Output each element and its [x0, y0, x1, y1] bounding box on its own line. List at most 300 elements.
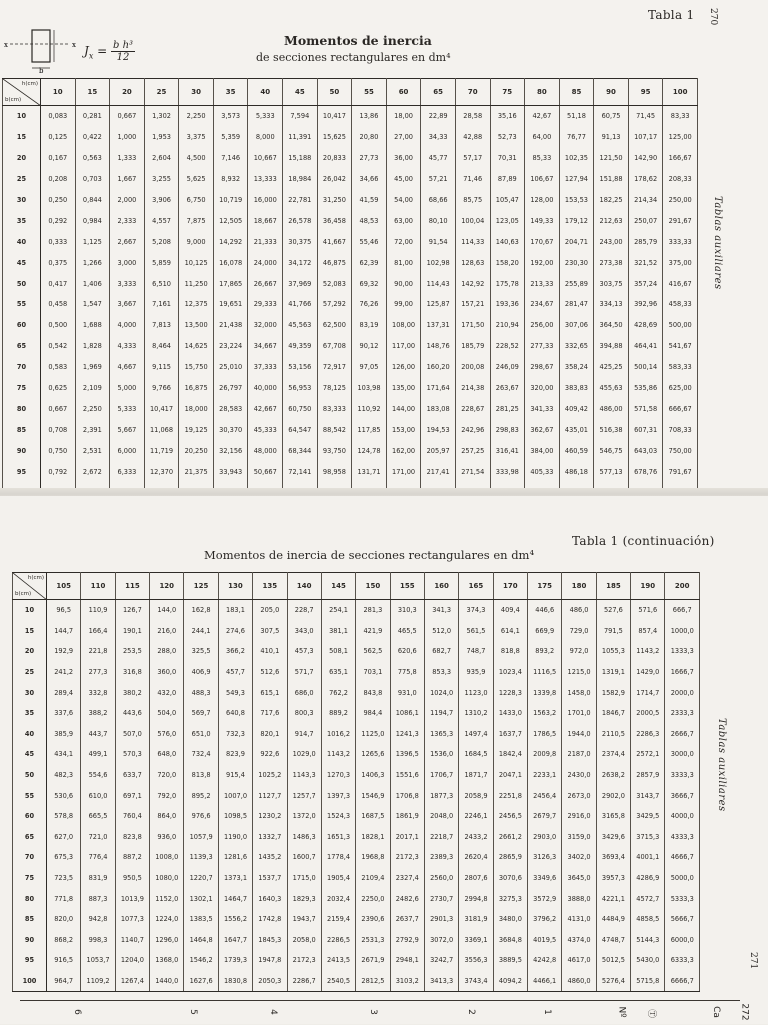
table-cell: 1905,4: [321, 868, 355, 889]
table-cell: 135,00: [386, 378, 421, 399]
table-cell: 288,0: [150, 641, 184, 662]
column-header: 140: [287, 573, 321, 600]
table-cell: 162,8: [184, 600, 218, 621]
row-header: 85: [13, 909, 47, 930]
table-cell: 1968,8: [356, 847, 390, 868]
table-cell: 153,53: [559, 190, 594, 211]
table-cell: 45,563: [283, 315, 318, 336]
table-row: [13, 888, 700, 909]
table-cell: 4374,0: [562, 930, 596, 951]
table-cell: 271,54: [455, 461, 490, 482]
table-cell: 277,3: [81, 662, 115, 683]
table-cell: 26,797: [213, 378, 248, 399]
table-cell: 669,9: [528, 621, 562, 642]
table-row: [3, 210, 698, 231]
table-cell: 792,0: [150, 785, 184, 806]
row-header: 25: [13, 662, 47, 683]
table-cell: 3715,3: [631, 827, 665, 848]
table-cell: 887,3: [81, 888, 115, 909]
row-header: 30: [3, 190, 41, 211]
table-cell: 6000,0: [665, 930, 700, 951]
table-cell: 2916,0: [562, 806, 596, 827]
table-cell: 20,833: [317, 148, 352, 169]
table-cell: 27,73: [352, 148, 387, 169]
table-cell: 140,63: [490, 231, 525, 252]
table-cell: 0,417: [41, 273, 76, 294]
table-cell: 0,458: [41, 294, 76, 315]
table-cell: 64,00: [525, 127, 560, 148]
table-cell: 193,36: [490, 294, 525, 315]
table-cell: 51,18: [559, 106, 594, 127]
table-cell: 107,17: [628, 127, 663, 148]
table-cell: 194,53: [421, 419, 456, 440]
table-cell: 15,188: [283, 148, 318, 169]
table-cell: 2865,9: [493, 847, 527, 868]
formula: [84, 40, 135, 63]
table-cell: 7,161: [144, 294, 179, 315]
corner-h-label: h(cm): [21, 81, 38, 87]
table-cell: 3,000: [110, 252, 145, 273]
table-cell: 1,828: [75, 336, 110, 357]
table-header-row: [13, 573, 700, 600]
table-cell: 1,333: [110, 148, 145, 169]
table-cell: 2286,3: [631, 724, 665, 745]
table-cell: 486,18: [559, 461, 594, 482]
table-cell: 1013,9: [115, 888, 149, 909]
table-cell: 241,2: [47, 662, 81, 683]
table-cell: 149,33: [525, 210, 560, 231]
table-cell: 1008,0: [150, 847, 184, 868]
column-header: 20: [110, 79, 145, 106]
table-cell: 4,333: [110, 336, 145, 357]
row-header: 50: [3, 273, 41, 294]
table-row: [13, 744, 700, 765]
table-cell: 4858,5: [631, 909, 665, 930]
table-cell: 1098,5: [218, 806, 252, 827]
table-cell: 499,1: [81, 744, 115, 765]
table-cell: 29,333: [248, 294, 283, 315]
table-cell: 56,953: [283, 378, 318, 399]
table-cell: 3429,6: [596, 827, 630, 848]
table-cell: 1563,2: [528, 703, 562, 724]
table-cell: 3159,0: [562, 827, 596, 848]
tabla-continuation-label: Tabla 1 (continuación): [572, 534, 715, 548]
table-cell: 8,932: [213, 169, 248, 190]
table-cell: 11,068: [144, 419, 179, 440]
table-cell: 83,19: [352, 315, 387, 336]
table-cell: 204,71: [559, 231, 594, 252]
row-header: 75: [13, 868, 47, 889]
column-header: 190: [631, 573, 665, 600]
table-cell: 666,7: [665, 600, 700, 621]
table-cell: 1194,7: [424, 703, 458, 724]
table-cell: 12,505: [213, 210, 248, 231]
table-cell: 42,88: [455, 127, 490, 148]
table-cell: 117,00: [386, 336, 421, 357]
table-cell: 748,7: [459, 641, 493, 662]
table-cell: 2482,6: [390, 888, 424, 909]
table-cell: 7,594: [283, 106, 318, 127]
table-cell: 12,370: [144, 461, 179, 482]
table-cell: 14,292: [213, 231, 248, 252]
table-cell: 443,7: [81, 724, 115, 745]
table-cell: 5430,0: [631, 950, 665, 971]
table-cell: 1637,7: [493, 724, 527, 745]
table-cell: 68,66: [421, 190, 456, 211]
rectangle-section: [32, 30, 50, 62]
table-cell: 1267,4: [115, 971, 149, 992]
table-cell: 3165,8: [596, 806, 630, 827]
table-cell: 40,000: [248, 378, 283, 399]
table-cell: 1464,7: [218, 888, 252, 909]
table-cell: 281,25: [490, 398, 525, 419]
strip-mark: Ca: [710, 1006, 721, 1018]
table-cell: 1944,0: [562, 724, 596, 745]
table-cell: 1687,5: [356, 806, 390, 827]
table-cell: 831,9: [81, 868, 115, 889]
tabla-label: Tabla 1: [648, 8, 695, 22]
table-cell: 2679,7: [528, 806, 562, 827]
table-row: [13, 868, 700, 889]
table-cell: 2,250: [75, 398, 110, 419]
table-cell: 274,6: [218, 621, 252, 642]
column-header: 35: [213, 79, 248, 106]
table-cell: 916,5: [47, 950, 81, 971]
table-cell: 392,96: [628, 294, 663, 315]
row-header: 60: [3, 315, 41, 336]
table-cell: 3,906: [144, 190, 179, 211]
table-cell: 569,7: [184, 703, 218, 724]
table-cell: 341,3: [424, 600, 458, 621]
table-cell: 205,0: [253, 600, 287, 621]
table-cell: 34,172: [283, 252, 318, 273]
column-header: 80: [525, 79, 560, 106]
table-cell: 16,875: [179, 378, 214, 399]
table-cell: 3666,7: [665, 785, 700, 806]
table-cell: 3413,3: [424, 971, 458, 992]
strip-mark: 272: [739, 1003, 750, 1021]
row-header: 90: [13, 930, 47, 951]
table-cell: 310,3: [390, 600, 424, 621]
table-cell: 1204,0: [115, 950, 149, 971]
table-cell: 234,67: [525, 294, 560, 315]
table-cell: 158,20: [490, 252, 525, 273]
table-cell: 820,0: [47, 909, 81, 930]
table-cell: 936,0: [150, 827, 184, 848]
row-header: 95: [13, 950, 47, 971]
table-cell: 2948,1: [390, 950, 424, 971]
table-cell: 243,00: [594, 231, 629, 252]
table-cell: 2233,1: [528, 765, 562, 786]
table-cell: 106,67: [525, 169, 560, 190]
table-cell: 1706,7: [424, 765, 458, 786]
table-cell: 1842,4: [493, 744, 527, 765]
table-cell: 128,63: [455, 252, 490, 273]
table-cell: 4,500: [179, 148, 214, 169]
table-cell: 256,00: [525, 315, 560, 336]
table-cell: 2,250: [179, 106, 214, 127]
table-cell: 175,78: [490, 273, 525, 294]
row-header: 30: [13, 682, 47, 703]
table-cell: 71,46: [455, 169, 490, 190]
table-cell: 1,000: [110, 127, 145, 148]
table-cell: 0,667: [41, 398, 76, 419]
table-cell: 13,86: [352, 106, 387, 127]
table-row: [3, 127, 698, 148]
page-number-bottom: 271: [748, 952, 758, 970]
table-cell: 6666,7: [665, 971, 700, 992]
table-row: [13, 785, 700, 806]
table-cell: 1778,4: [321, 847, 355, 868]
table-cell: 14,625: [179, 336, 214, 357]
table-cell: 192,00: [525, 252, 560, 273]
table-cell: 571,6: [631, 600, 665, 621]
table-cell: 541,67: [663, 336, 698, 357]
table-cell: 2638,2: [596, 765, 630, 786]
table-cell: 0,625: [41, 378, 76, 399]
table-cell: 1383,5: [184, 909, 218, 930]
table-cell: 434,1: [47, 744, 81, 765]
table-cell: 512,0: [424, 621, 458, 642]
table-cell: 26,667: [248, 273, 283, 294]
table-cell: 0,703: [75, 169, 110, 190]
table-cell: 1429,0: [631, 662, 665, 683]
row-header: 70: [13, 847, 47, 868]
table-cell: 2540,5: [321, 971, 355, 992]
table-cell: 5144,3: [631, 930, 665, 951]
table-cell: 17,865: [213, 273, 248, 294]
table-cell: 1582,9: [596, 682, 630, 703]
table-cell: 3556,3: [459, 950, 493, 971]
table-cell: 307,5: [253, 621, 287, 642]
table-cell: 2,109: [75, 378, 110, 399]
table-cell: 110,9: [81, 600, 115, 621]
table-cell: 52,083: [317, 273, 352, 294]
table-cell: 1,302: [144, 106, 179, 127]
table-cell: 157,21: [455, 294, 490, 315]
table-cell: 11,250: [179, 273, 214, 294]
table-cell: 383,83: [559, 378, 594, 399]
table-cell: 28,58: [455, 106, 490, 127]
table-cell: 19,651: [213, 294, 248, 315]
table-cell: 4333,3: [665, 827, 700, 848]
table-cell: 18,00: [386, 106, 421, 127]
table-cell: 1,406: [75, 273, 110, 294]
table-cell: 114,33: [455, 231, 490, 252]
table-row: [13, 827, 700, 848]
table-cell: 49,359: [283, 336, 318, 357]
table-cell: 984,4: [356, 703, 390, 724]
table-cell: 3572,9: [528, 888, 562, 909]
table-cell: 13,500: [179, 315, 214, 336]
table-cell: 2218,7: [424, 827, 458, 848]
table-cell: 12,375: [179, 294, 214, 315]
table-cell: 1143,3: [287, 765, 321, 786]
row-header: 75: [3, 378, 41, 399]
table-cell: 212,63: [594, 210, 629, 231]
table-cell: 1,969: [75, 357, 110, 378]
column-header: 65: [421, 79, 456, 106]
table-cell: 3333,3: [665, 765, 700, 786]
table-cell: 512,6: [253, 662, 287, 683]
table-cell: 2172,3: [390, 847, 424, 868]
table-cell: 291,67: [663, 210, 698, 231]
row-header: 20: [13, 641, 47, 662]
table-cell: 126,7: [115, 600, 149, 621]
table-cell: 435,01: [559, 419, 594, 440]
table-cell: 2857,9: [631, 765, 665, 786]
table-cell: 5012,5: [596, 950, 630, 971]
table-cell: 868,2: [47, 930, 81, 951]
table-cell: 0,500: [41, 315, 76, 336]
table-cell: 666,67: [663, 398, 698, 419]
table-cell: 633,7: [115, 765, 149, 786]
table-cell: 5,359: [213, 127, 248, 148]
table-cell: 964,7: [47, 971, 81, 992]
table-cell: 2661,2: [493, 827, 527, 848]
table-row: [13, 682, 700, 703]
table-cell: 410,1: [253, 641, 287, 662]
column-header: 95: [628, 79, 663, 106]
table-cell: 2250,0: [356, 888, 390, 909]
table-cell: 615,1: [253, 682, 287, 703]
table-cell: 1943,7: [287, 909, 321, 930]
table-cell: 96,5: [47, 600, 81, 621]
table-cell: 775,8: [390, 662, 424, 683]
table-cell: 11,719: [144, 440, 179, 461]
column-header: 120: [150, 573, 184, 600]
table-cell: 200,08: [455, 357, 490, 378]
table-cell: 732,4: [184, 744, 218, 765]
table-cell: 1016,2: [321, 724, 355, 745]
table-cell: 3143,7: [631, 785, 665, 806]
table-cell: 2560,0: [424, 868, 458, 889]
table-cell: 771,8: [47, 888, 81, 909]
table-cell: 1497,4: [459, 724, 493, 745]
table-cell: 2389,3: [424, 847, 458, 868]
table-cell: 678,76: [628, 461, 663, 482]
formula-sub: x: [88, 51, 94, 61]
table-cell: 281,3: [356, 600, 390, 621]
table-cell: 5333,3: [665, 888, 700, 909]
table-cell: 405,33: [525, 461, 560, 482]
table-row: [3, 190, 698, 211]
table-cell: 607,31: [628, 419, 663, 440]
table-cell: 4,000: [110, 315, 145, 336]
table-cell: 6333,3: [665, 950, 700, 971]
column-header: 70: [455, 79, 490, 106]
table-cell: 110,92: [352, 398, 387, 419]
row-header: 90: [3, 440, 41, 461]
table-cell: 2,667: [110, 231, 145, 252]
table-cell: 5,208: [144, 231, 179, 252]
table-cell: 682,7: [424, 641, 458, 662]
table-cell: 2666,7: [665, 724, 700, 745]
table-cell: 320,00: [525, 378, 560, 399]
table-cell: 64,547: [283, 419, 318, 440]
table-cell: 10,667: [248, 148, 283, 169]
table-row: [13, 703, 700, 724]
table-cell: 406,9: [184, 662, 218, 683]
column-header: 135: [253, 573, 287, 600]
table-cell: 228,52: [490, 336, 525, 357]
table-cell: 3957,3: [596, 868, 630, 889]
table-cell: 126,00: [386, 357, 421, 378]
table-cell: 1845,3: [253, 930, 287, 951]
table-cell: 1220,7: [184, 868, 218, 889]
page-number: 270: [708, 8, 718, 26]
table-cell: 1310,2: [459, 703, 493, 724]
table-cell: 114,43: [421, 273, 456, 294]
table-row: [3, 378, 698, 399]
table-cell: 30,370: [213, 419, 248, 440]
table-cell: 504,0: [150, 703, 184, 724]
row-header: 55: [3, 294, 41, 315]
table-cell: 800,3: [287, 703, 321, 724]
column-header: 145: [321, 573, 355, 600]
table-cell: 416,67: [663, 273, 698, 294]
table-cell: 91,54: [421, 231, 456, 252]
table-cell: 3743,4: [459, 971, 493, 992]
table-cell: 380,2: [115, 682, 149, 703]
table-cell: 2390,6: [356, 909, 390, 930]
table-cell: 36,458: [317, 210, 352, 231]
table-cell: 0,708: [41, 419, 76, 440]
table-cell: 425,25: [594, 357, 629, 378]
table-cell: 362,67: [525, 419, 560, 440]
column-header: 150: [356, 573, 390, 600]
table-cell: 171,64: [421, 378, 456, 399]
corner-cell: [13, 573, 47, 600]
table-cell: 1053,7: [81, 950, 115, 971]
table-cell: 2110,5: [596, 724, 630, 745]
table-cell: 465,5: [390, 621, 424, 642]
table-cell: 1828,1: [356, 827, 390, 848]
table-cell: 1372,0: [287, 806, 321, 827]
table-cell: 823,8: [115, 827, 149, 848]
table-cell: 87,89: [490, 169, 525, 190]
table-cell: 1368,0: [150, 950, 184, 971]
table-cell: 76,77: [559, 127, 594, 148]
table-cell: 37,969: [283, 273, 318, 294]
table-cell: 1125,0: [356, 724, 390, 745]
table-cell: 2286,5: [321, 930, 355, 951]
table-cell: 144,7: [47, 621, 81, 642]
table-row: [3, 252, 698, 273]
inertia-table-top: [2, 78, 698, 504]
table-cell: 703,1: [356, 662, 390, 683]
table-cell: 972,0: [562, 641, 596, 662]
table-cell: 388,2: [81, 703, 115, 724]
table-cell: 583,33: [663, 357, 698, 378]
strip-mark: Ⓣ: [646, 1008, 657, 1019]
table-cell: 1464,8: [184, 930, 218, 951]
strip-mark: Nº: [616, 1006, 627, 1018]
table-cell: 183,08: [421, 398, 456, 419]
table-cell: 80,10: [421, 210, 456, 231]
table-cell: 4617,0: [562, 950, 596, 971]
side-caption: Tablas auxiliares: [712, 196, 723, 290]
table-cell: 976,6: [184, 806, 218, 827]
row-header: 10: [13, 600, 47, 621]
table-cell: 4748,7: [596, 930, 630, 951]
table-cell: 25,010: [213, 357, 248, 378]
table-cell: 18,667: [248, 210, 283, 231]
table-cell: 63,00: [386, 210, 421, 231]
row-header: 10: [3, 106, 41, 127]
column-header: 175: [528, 573, 562, 600]
table-cell: 244,1: [184, 621, 218, 642]
